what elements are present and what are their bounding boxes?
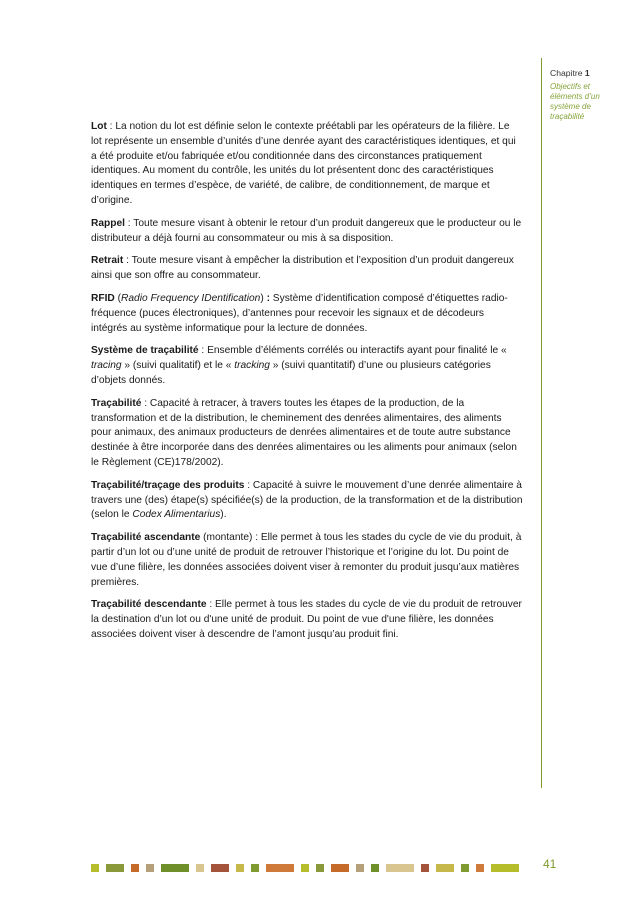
- glossary-term: Système de traçabilité: [91, 345, 199, 357]
- strip-segment: [476, 864, 484, 872]
- strip-segment: [131, 864, 139, 872]
- glossary-term: Retrait: [91, 255, 124, 267]
- glossary-entry: [91, 598, 523, 642]
- strip-segment: [91, 864, 99, 872]
- definition-text: : Capacité à suivre le mouvement d’une denrée alimentaire à travers une (des) étape(s) spécifiée(s) de la production, de la transformation et de la distribution (selon le: [91, 479, 523, 521]
- glossary-term: Rappel: [91, 217, 125, 229]
- italic-text: Radio Frequency IDentification: [121, 292, 261, 304]
- strip-segment: [106, 864, 124, 872]
- strip-segment: [146, 864, 154, 872]
- strip-segment: [331, 864, 349, 872]
- definition-text: : Toute mesure visant à obtenir le retour d’un produit dangereux que le producteur ou le distributeur a déjà fourni au consommateur ou mis à sa disposition.: [91, 217, 522, 244]
- glossary-entry: [91, 479, 523, 523]
- chapter-label: [550, 68, 630, 79]
- chapter-subtitle-line: Objectifs et: [550, 82, 591, 91]
- glossary-term: :: [266, 292, 270, 304]
- definition-text: ).: [220, 509, 227, 521]
- strip-segment: [196, 864, 204, 872]
- definition-text: : La notion du lot est définie selon le contexte préétabli par les opérateurs de la filière. Le lot représente un ensemble d’unités d’une denrée ayant des caractéristiques identiques, et qui a été produite et/ou fabriquée et/ou conditionnée dans des circonstances pratiquement identiques. Au moment du contrôle, les unités du lot présentent donc des caractéristiques identiques en termes d’espèce, de variété, de calibre, de conditionnement, de marque et d’origine.: [91, 121, 516, 206]
- italic-text: tracking: [234, 360, 270, 372]
- sidebar-rule: [541, 58, 542, 788]
- glossary-entry: [91, 254, 523, 284]
- glossary-entry: [91, 217, 523, 247]
- chapter-subtitle-line: traçabilité: [550, 112, 585, 121]
- definition-text: (montante) : Elle permet à tous les stades du cycle de vie du produit, à partir d’un lot ou d’une unité de produit de retrouver l’historique et l’origine du lot. Du point de vue d’une filière, les données associées doivent viser à remonter du produit jusqu’aux matières premières.: [91, 532, 522, 588]
- glossary-body: [91, 120, 523, 651]
- strip-segment: [161, 864, 189, 872]
- glossary-entry: [91, 120, 523, 209]
- definition-text: : Elle permet à tous les stades du cycle de vie du produit de retrouver la destination d’un lot ou d'une unité de produit. Du point de vue d'une filière, les données associées doivent viser à descendre de l’amont jusqu’au produit fini.: [91, 599, 522, 640]
- strip-segment: [236, 864, 244, 872]
- strip-segment: [386, 864, 414, 872]
- strip-segment: [356, 864, 364, 872]
- strip-segment: [266, 864, 294, 872]
- strip-segment: [316, 864, 324, 872]
- definition-text: : Capacité à retracer, à travers toutes les étapes de la production, de la transformation et de la distribution, le cheminement des denrées alimentaires, des aliments pour animaux, des animaux producteurs de denrées alimentaires et de toute autre substance destinée à être incorporée dans des denrées alimentaires ou les aliments pour animaux (selon le Règlement (CE)178/2002).: [91, 397, 517, 468]
- chapter-subtitle: [550, 82, 630, 122]
- strip-segment: [301, 864, 309, 872]
- chapter-word: Chapitre: [550, 68, 583, 78]
- glossary-term: Traçabilité descendante: [91, 599, 207, 611]
- glossary-entry: [91, 344, 523, 388]
- chapter-header: [550, 68, 630, 122]
- page-number: 41: [543, 857, 557, 871]
- strip-segment: [371, 864, 379, 872]
- strip-segment: [461, 864, 469, 872]
- glossary-entry: [91, 531, 523, 590]
- glossary-term: Traçabilité: [91, 397, 142, 409]
- definition-text: Système d’identification composé d’étiquettes radio-fréquence (puces électroniques), d’antennes pour recevoir les signaux et de décodeurs intégrés au système informatique pour la lecture de données.: [91, 292, 508, 334]
- strip-segment: [436, 864, 454, 872]
- italic-text: Codex Alimentarius: [132, 509, 221, 521]
- glossary-term: Traçabilité ascendante: [91, 532, 201, 544]
- definition-text: (: [114, 292, 122, 304]
- glossary-term: RFID: [91, 292, 115, 304]
- glossary-entry: [91, 292, 523, 336]
- strip-segment: [491, 864, 519, 872]
- strip-segment: [211, 864, 229, 872]
- glossary-term: Traçabilité/traçage des produits: [91, 479, 245, 491]
- glossary-entry: [91, 397, 523, 471]
- chapter-number: 1: [584, 68, 590, 78]
- strip-segment: [421, 864, 429, 872]
- chapter-subtitle-line: éléments d’un: [550, 92, 600, 101]
- definition-text: : Toute mesure visant à empêcher la distribution et l’exposition d’un produit dangereux ainsi que son offre au consommateur.: [91, 255, 514, 282]
- strip-segment: [251, 864, 259, 872]
- chapter-subtitle-line: système de: [550, 102, 591, 111]
- glossary-term: Lot: [91, 121, 107, 132]
- italic-text: tracing: [91, 360, 122, 372]
- definition-text: » (suivi quantitatif) d’une ou plusieurs catégories d’objets donnés.: [91, 360, 491, 386]
- definition-text: : Ensemble d’éléments corrélés ou interactifs ayant pour finalité le «: [198, 345, 507, 357]
- definition-text: » (suivi qualitatif) et le «: [121, 360, 235, 372]
- definition-text: ): [260, 292, 267, 304]
